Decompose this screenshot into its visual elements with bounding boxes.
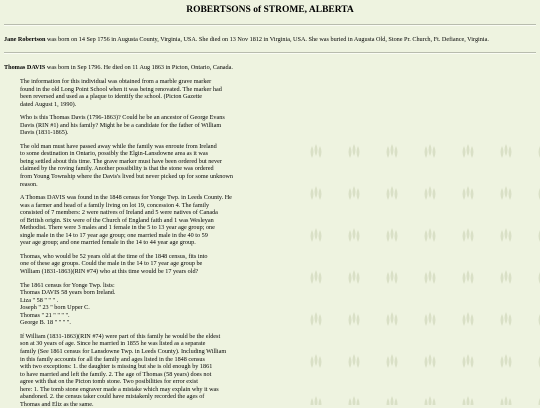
note-paragraph: The 1861 census for Yonge Twp. lists: Thomas DAVIS 58 years born Ireland. Liza " 58 " " " . Joseph " 23 " born Upper C. Thomas " 21 " " " ". George B. 18 " " " ".	[20, 282, 290, 327]
person-name-link[interactable]: Jane Robertson	[4, 36, 45, 43]
note-paragraph: A Thomas DAVIS was found in the 1848 census for Yonge Twp. in Leeds County. He was a farmer and head of a family living on lot 19, concession 4. The family consisted of 7 members: 2 were natives of Ireland and 5 were natives of Canada of British origin. Six were of the Church of England faith and 1 was Wesleyan Methodist. There were 3 males and 1 female in the 5 to 13 year age group; one single male in the 14 to 17 year age group; one married male in the 40 to 59 year age group; and one married female in the 14 to 44 year age group.	[20, 194, 290, 247]
person-thomas-davis	[4, 64, 536, 72]
person-name-link[interactable]: Thomas DAVIS	[4, 64, 45, 71]
divider	[4, 52, 536, 54]
person-details: was born in Sep 1796. He died on 11 Aug 1863 in Picton, Ontario, Canada.	[45, 64, 233, 71]
notes-section	[20, 78, 290, 408]
person-jane-robertson	[4, 36, 536, 44]
note-paragraph: If William (1831-1863)(RIN #74) were part of this family he would be the eldest son at 30 years of age. Since he married in 1855 he was listed as a separate family (See 1861 census for Lansdowne Twp. in Leeds County). Including William in this family accounts for all the family and ages listed in the 1848 census with two exceptions: 1. the daughter is missing but she is old enough by 1861 to have married and left the family. 2. The age of Thomas (58 years) does not agree with that on the Picton tomb stone. Two posibilities for error exist here: 1. The tomb stone engraver made a mistake which may explain why it was abandoned. 2. the census taker could have mistakenly recorded the ages of Thomas and Eliz as the same.	[20, 333, 290, 408]
note-paragraph: The information for this individual was obtained from a marble grave marker found in the old Long Point School when it was being renovated. The marker had been reversed and used as a plaque to identify the school. (Picton Gazette dated August 1, 1990).	[20, 78, 290, 108]
page-title: ROBERTSONS of STROME, ALBERTA	[0, 0, 540, 16]
note-paragraph: Thomas, who would be 52 years old at the time of the 1848 census, fits into one of these age groups. Could the male in the 14 to 17 year age group be William (1831-1863)(RIN #74) who at this time would be 17 years old?	[20, 253, 290, 276]
person-details: was born on 14 Sep 1756 in Augusta County, Virginia, USA. She died on 13 Nov 1812 in Virginia, USA. She was buried in Augusta Old, Stone Pr. Church, Ft. Defiance, Virginia.	[45, 36, 488, 43]
divider	[4, 24, 536, 26]
note-paragraph: Who is this Thomas Davis (1796-1863)? Could he be an ancestor of George Evans Davis (RIN #1) and his family? Might he be a candidate for the father of William Davis (1831-1865).	[20, 114, 290, 137]
note-paragraph: The old man must have passed away while the family was enroute from Ireland to some destination in Ontario, possibly the Elgin-Lansdowne area as it was being settled about this time. The grave marker must have been ordered but never claimed by the roving family. Another possibility is that the stone was ordered from Young Township where the Davis's lived but never picked up for some unknown reason.	[20, 143, 290, 188]
